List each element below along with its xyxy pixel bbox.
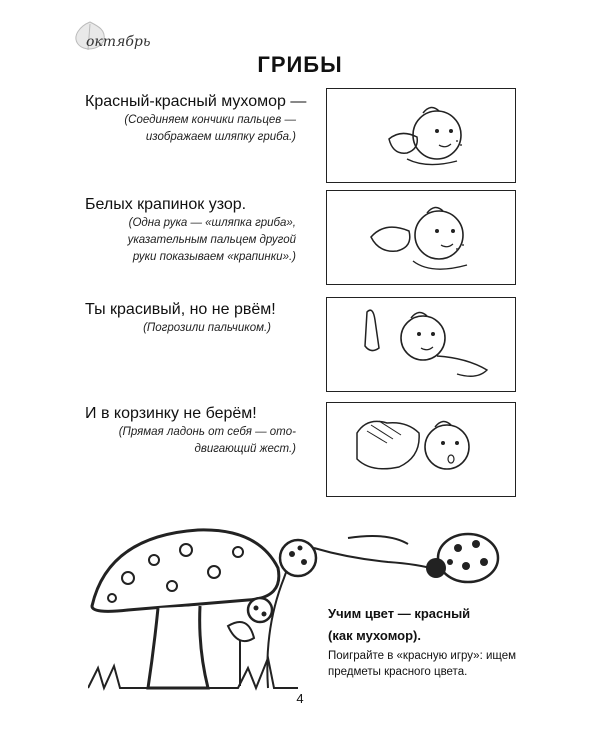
illustration-child-dots bbox=[326, 190, 516, 285]
verse-4: И в корзинку не берём! bbox=[85, 405, 257, 422]
verse-1: Красный-красный мухомор — bbox=[85, 93, 307, 110]
month-label: октябрь bbox=[86, 34, 151, 50]
page-number: 4 bbox=[296, 691, 304, 706]
verse-3: Ты красивый, но не рвём! bbox=[85, 301, 276, 318]
illustration-child-mushroom-cap bbox=[326, 88, 516, 183]
illustration-child-finger-wag bbox=[326, 297, 516, 392]
illustration-child-palm-away bbox=[326, 402, 516, 497]
color-lesson-heading: Учим цвет — красный (как мухомор). bbox=[328, 606, 471, 643]
note-2: (Одна рука — «шляпка гриба», указательным пальцем другой руки показываем «крапинки».) bbox=[127, 217, 296, 263]
verse-2: Белых крапинок узор. bbox=[85, 196, 247, 213]
note-3: (Погрозили пальчиком.) bbox=[143, 322, 271, 334]
color-lesson-text: Поиграйте в «красную игру»: ищем предметы красного цвета. bbox=[328, 650, 517, 678]
note-4: (Прямая ладонь от себя — отo- двигающий жест.) bbox=[118, 426, 296, 455]
note-1: (Соединяем кончики пальцев — изображаем шляпку гриба.) bbox=[124, 114, 296, 143]
page-title: ГРИБЫ bbox=[257, 52, 343, 77]
